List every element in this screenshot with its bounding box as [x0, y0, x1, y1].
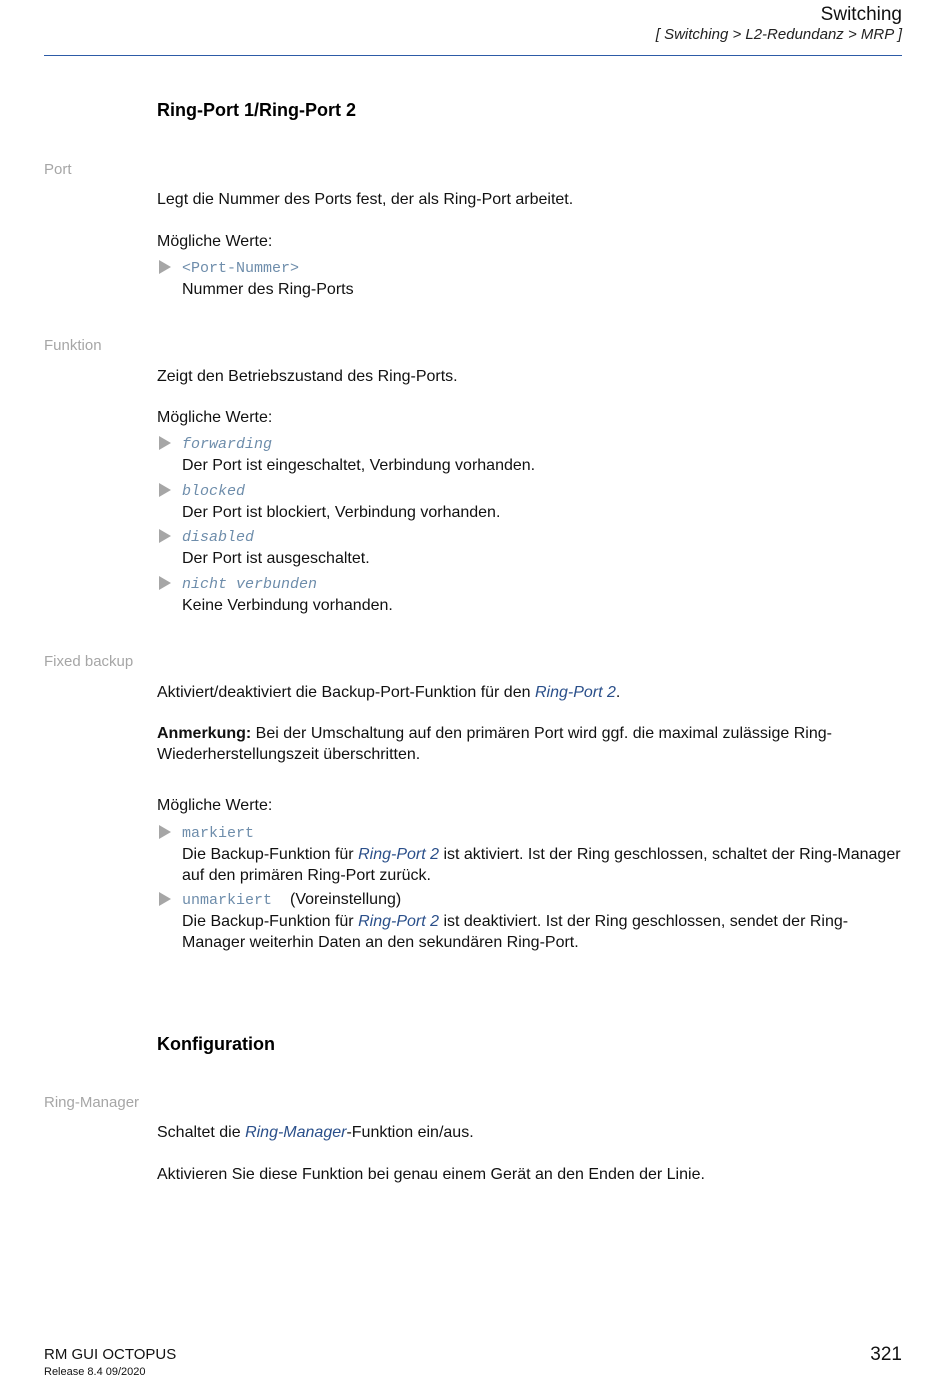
section-title: Switching	[820, 4, 902, 25]
list-item	[157, 573, 902, 616]
value-description: Der Port ist ausgeschaltet.	[182, 550, 370, 567]
header-divider	[44, 55, 902, 56]
bullet-triangle-icon	[159, 483, 171, 497]
bullet-triangle-icon	[159, 825, 171, 839]
fixed-backup-note: Anmerkung: Bei der Umschaltung auf den primären Port wird ggf. die maximal zulässige Ring-Wiederherstellungszeit überschritten.	[157, 725, 832, 763]
param-label-ring-manager: Ring-Manager	[44, 1094, 140, 1111]
param-label-port: Port	[44, 161, 72, 178]
value-markiert: markiert	[182, 825, 255, 842]
bullet-triangle-icon	[159, 260, 171, 274]
list-item	[157, 433, 902, 476]
footer-product: RM GUI OCTOPUS	[44, 1346, 177, 1363]
page-number: 321	[870, 1344, 902, 1365]
param-label-fixed-backup: Fixed backup	[44, 653, 134, 670]
value-description: Nummer des Ring-Ports	[182, 281, 354, 298]
port-values-heading: Mögliche Werte:	[157, 233, 273, 250]
value-disabled: disabled	[182, 529, 255, 546]
value-description: Der Port ist blockiert, Verbindung vorhanden.	[182, 504, 501, 521]
ring-manager-description-2: Aktivieren Sie diese Funktion bei genau einem Gerät an den Enden der Linie.	[157, 1166, 705, 1183]
funktion-values-heading: Mögliche Werte:	[157, 409, 273, 426]
list-item	[157, 822, 902, 886]
value-description: Die Backup-Funktion für Ring-Port 2 ist aktiviert. Ist der Ring geschlossen, schaltet der Ring-Manager auf den primären Ring-Port zurück.	[182, 846, 901, 884]
bullet-triangle-icon	[159, 892, 171, 906]
value-blocked: blocked	[182, 483, 246, 500]
value-forwarding: forwarding	[182, 436, 273, 453]
list-item	[157, 889, 902, 953]
fixed-backup-values-heading: Mögliche Werte:	[157, 797, 273, 814]
port-description: Legt die Nummer des Ports fest, der als Ring-Port arbeitet.	[157, 191, 574, 208]
value-description: Der Port ist eingeschaltet, Verbindung vorhanden.	[182, 457, 536, 474]
fixed-backup-description: Aktiviert/deaktiviert die Backup-Port-Funktion für den Ring-Port 2.	[157, 684, 621, 701]
heading-konfiguration: Konfiguration	[157, 1034, 275, 1054]
bullet-triangle-icon	[159, 436, 171, 450]
funktion-description: Zeigt den Betriebszustand des Ring-Ports.	[157, 368, 458, 385]
value-unmarkiert: unmarkiert	[182, 892, 273, 909]
ring-port-2-link[interactable]: Ring-Port 2	[358, 913, 439, 930]
heading-ring-port: Ring-Port 1/Ring-Port 2	[157, 100, 356, 120]
breadcrumb: [ Switching > L2-Redundanz > MRP ]	[655, 26, 902, 43]
param-label-funktion: Funktion	[44, 337, 102, 354]
ring-manager-link[interactable]: Ring-Manager	[245, 1124, 347, 1141]
note-label: Anmerkung:	[157, 725, 252, 742]
list-item	[157, 480, 902, 523]
list-item	[157, 526, 902, 569]
bullet-triangle-icon	[159, 529, 171, 543]
list-item	[157, 257, 902, 300]
value-description: Die Backup-Funktion für Ring-Port 2 ist deaktiviert. Ist der Ring geschlossen, sendet der Ring-Manager weiterhin Daten an den sekundären Ring-Port.	[182, 913, 849, 951]
ring-port-2-link[interactable]: Ring-Port 2	[534, 684, 616, 701]
ring-port-2-link[interactable]: Ring-Port 2	[358, 846, 439, 863]
value-nicht-verbunden: nicht verbunden	[182, 576, 318, 593]
default-note: (Voreinstellung)	[290, 891, 402, 908]
ring-manager-description: Schaltet die Ring-Manager-Funktion ein/aus.	[157, 1124, 474, 1141]
footer-release: Release 8.4 09/2020	[44, 1366, 146, 1378]
bullet-triangle-icon	[159, 576, 171, 590]
value-port-nummer: <Port-Nummer>	[182, 260, 300, 277]
value-description: Keine Verbindung vorhanden.	[182, 597, 393, 614]
